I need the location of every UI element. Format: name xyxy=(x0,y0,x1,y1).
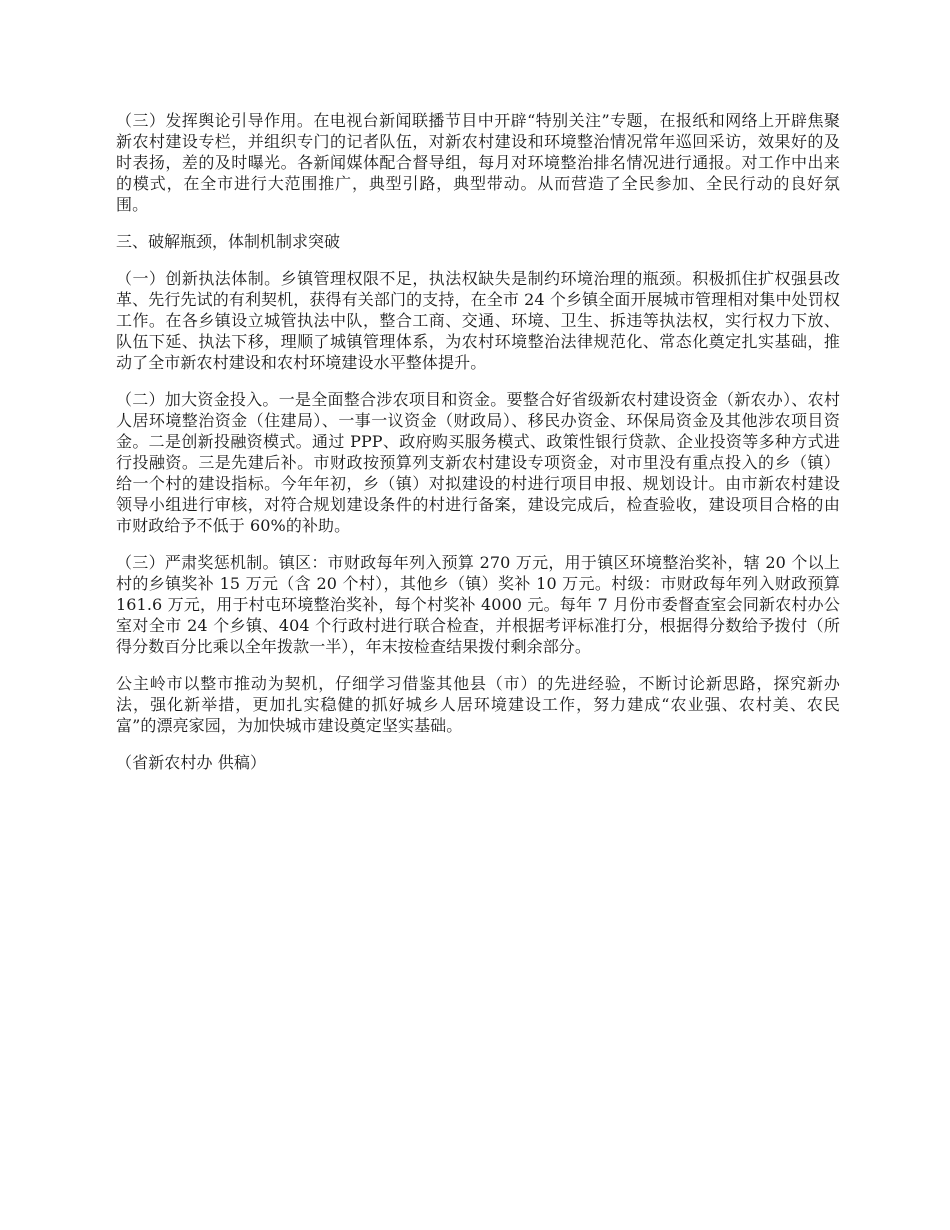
section-heading-breakthrough: 三、破解瓶颈，体制机制求突破 xyxy=(116,232,341,251)
paragraph-funding: （二）加大资金投入。一是全面整合涉农项目和资金。要整合好省级新农村建设资金（新农办）、农村人居环境整治资金（住建局）、一事一议资金（财政局）、移民办资金、环保局资金及其他涉农项目资金。二是创新投融资模式。通过 PPP、政府购买服务模式、政策性银行贷款、企业投资等多种方式进行投融资。三是先建后补。市财政按预算列支新农村建设专项资金，对市里没有重点投入的乡（镇）给一个村的建设指标。今年年初，乡（镇）对拟建设的村进行项目申报、规划设计。由市新农村建设领导小组进行审核，对符合规划建设条件的村进行备案，建设完成后，检查验收，建设项目合格的由市财政给予不低于 60%的补助。 xyxy=(116,390,840,535)
paragraph-public-opinion: （三）发挥舆论引导作用。在电视台新闻联播节目中开辟“特别关注”专题，在报纸和网络上开辟焦聚新农村建设专栏，并组织专门的记者队伍，对新农村建设和环境整治情况常年巡回采访，效果好的及时表扬，差的及时曝光。各新闻媒体配合督导组，每月对环境整治排名情况进行通报。对工作中出来的模式，在全市进行大范围推广，典型引路，典型带动。从而营造了全民参加、全民行动的良好氛围。 xyxy=(116,111,840,214)
source-credit: （省新农村办 供稿） xyxy=(116,753,267,772)
document-page xyxy=(116,110,840,789)
paragraph-law-enforcement: （一）创新执法体制。乡镇管理权限不足，执法权缺失是制约环境治理的瓶颈。积极抓住扩权强县改革、先行先试的有利契机，获得有关部门的支持，在全市 24 个乡镇全面开展城市管理相对集中处罚权工作。在各乡镇设立城管执法中队，整合工商、交通、环境、卫生、拆违等执法权，实行权力下放、队伍下延、执法下移，理顺了城镇管理体系，为农村环境整治法律规范化、常态化奠定扎实基础，推动了全市新农村建设和农村环境建设水平整体提升。 xyxy=(116,269,840,372)
paragraph-conclusion: 公主岭市以整市推动为契机，仔细学习借鉴其他县（市）的先进经验，不断讨论新思路，探究新办法，强化新举措，更加扎实稳健的抓好城乡人居环境建设工作，努力建成“农业强、农村美、农民富”的漂亮家园，为加快城市建设奠定坚实基础。 xyxy=(116,674,840,735)
paragraph-reward-punishment: （三）严肃奖惩机制。镇区：市财政每年列入预算 270 万元，用于镇区环境整治奖补，辖 20 个以上村的乡镇奖补 15 万元（含 20 个村），其他乡（镇）奖补 10 万元。村级：市财政每年列入财政预算 161.6 万元，用于村屯环境整治奖补，每个村奖补 4000 元。每年 7 月份市委督查室会同新农村办公室对全市 24 个乡镇、404 个行政村进行联合检查，并根据考评标准打分，根据得分数给予拨付（所得分数百分比乘以全年拨款一半），年末按检查结果拨付剩余部分。 xyxy=(116,553,840,656)
